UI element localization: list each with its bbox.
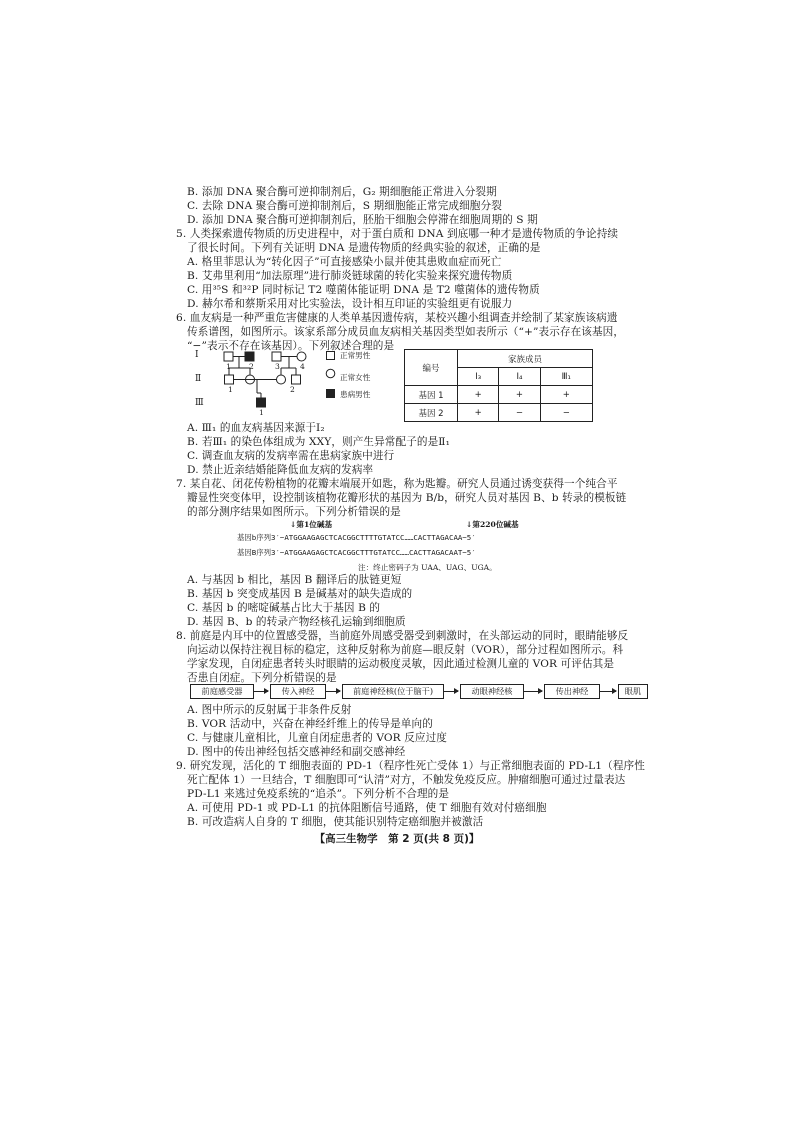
flow-arrow [326, 691, 340, 692]
gene-B-sequence: 基因B序列3′−ATGGAAGAGCTCACGGCTTTGTATCC……CACTTAGACAAT−5′ [237, 548, 476, 557]
flow-arrow [600, 691, 616, 692]
q6-stem-line3: “−”表示不存在该基因）。下列叙述合理的是 [187, 340, 395, 352]
q9-stem-line1: 9. 研究发现，活化的 T 细胞表面的 PD-1（程序性死亡受体 1）与正常细胞表面的 PD-L1（程序性 [176, 760, 645, 772]
q8-stem-line2: 向运动以保持注视目标的稳定，这种反射称为前庭—眼反射（VOR），部分过程如图所示。科 [187, 644, 624, 656]
q8-option-a: A. 图中所示的反射属于非条件反射 [187, 704, 352, 716]
q5-option-d: D. 赫尔希和蔡斯采用对比实验法，设计相互印证的实验组更有说服力 [187, 298, 513, 310]
table-row-label: 基因 1 [405, 386, 458, 404]
legend-normal-female: 正常女性 [340, 373, 371, 382]
ind-III1-affected-male [257, 398, 266, 407]
q8-stem-line4: 否患自闭症。下列分析错误的是 [187, 672, 337, 684]
q6-option-a: A. Ⅲ₁ 的血友病基因来源于Ⅰ₂ [187, 422, 325, 434]
ind-I4-normal-female [297, 352, 306, 361]
q8-option-d: D. 图中的传出神经包括交感神经和副交感神经 [187, 746, 406, 758]
q9-stem-line3: PD-L1 来逃过免疫系统的“追杀”。下列分析不合理的是 [187, 788, 450, 800]
ind-num-II1: 1 [228, 385, 233, 394]
q5-stem-line1: 5. 人类探索遗传物质的历史进程中，对于蛋白质和 DNA 到底哪一种才是遗传物质的争论持续 [176, 228, 619, 240]
marker-base-220: ↓第220位碱基 [466, 520, 519, 529]
q6-option-b: B. 若Ⅲ₁ 的染色体组成为 XXY，则产生异常配子的是Ⅱ₁ [187, 436, 450, 448]
flow-efferent-nerve: 传出神经 [544, 684, 600, 699]
q5-option-a: A. 格里菲思认为“转化因子”可直接感染小鼠并使其患败血症而死亡 [187, 256, 502, 268]
gene-b-sequence: 基因b序列3′−ATGGAAGAGCTCACGGCTTTTGTATCC……CACTTAGACAA−5′ [237, 533, 476, 542]
table-col-member: Ⅲ₁ [540, 368, 592, 386]
table-row [405, 404, 593, 422]
q9-option-b: B. 可改造病人自身的 T 细胞，使其能识别特定癌细胞并被激活 [187, 816, 484, 828]
table-header-group: 家族成员 [458, 350, 593, 368]
flow-arrow [444, 691, 458, 692]
marker-base-220-label: 第220位碱基 [472, 520, 519, 529]
ind-sibling-male [292, 375, 301, 384]
ind-num-I1: 1 [226, 362, 231, 371]
table-cell: + [540, 386, 592, 404]
table-cell: + [458, 404, 499, 422]
marker-base-1-label: 第1位碱基 [296, 520, 333, 529]
legend-normal-male-icon [327, 352, 335, 360]
legend-symbols [325, 350, 337, 400]
q9-stem-line2: 死亡配体 1）一旦结合，T 细胞即可“认清”对方，不触发免疫反应。肿瘤细胞可通过过量表达 [187, 774, 626, 786]
ind-num-I3: 3 [275, 362, 280, 371]
flow-eye-muscle: 眼肌 [618, 684, 648, 699]
legend-affected-male: 患病男性 [340, 390, 371, 399]
q8-stem-line3: 学家发现，自闭症患者转头时眼睛的运动极度灵敏，因此通过检测儿童的 VOR 可评估其是 [187, 658, 615, 670]
q6-option-d: D. 禁止近亲结婚能降低血友病的发病率 [187, 464, 374, 476]
gen-label-II: Ⅱ [195, 374, 202, 384]
ind-I1-normal-male [224, 352, 233, 361]
flow-afferent-nerve: 传入神经 [270, 684, 326, 699]
table-row [405, 386, 593, 404]
table-row-label: 基因 2 [405, 404, 458, 422]
legend-normal-female-icon [326, 369, 335, 378]
table-cell: + [458, 386, 499, 404]
q4-option-c: C. 去除 DNA 聚合酶可逆抑制剂后，S 期细胞能正常完成细胞分裂 [187, 200, 502, 212]
gene-type-table [404, 349, 593, 422]
legend-normal-male: 正常男性 [340, 351, 371, 360]
table-cell: + [499, 386, 540, 404]
table-col-member: Ⅰ₃ [458, 368, 499, 386]
legend-affected-male-icon [327, 390, 335, 398]
q6-option-c: C. 调查血友病的发病率需在患病家族中进行 [187, 450, 395, 462]
flow-oculomotor-nucleus: 动眼神经核 [460, 684, 524, 699]
ind-II2-normal-female [277, 375, 286, 384]
q4-option-b: B. 添加 DNA 聚合酶可逆抑制剂后，G₂ 期细胞能正常进入分裂期 [187, 186, 497, 198]
flow-arrow [524, 691, 542, 692]
q7-stem-line2: 瓣显性突变体甲，设控制该植物花瓣形状的基因为 B/b，研究人员对基因 B、b 转录的模板链 [187, 492, 627, 504]
ind-I3-normal-male [272, 352, 281, 361]
table-cell: − [499, 404, 540, 422]
q5-option-b: B. 艾弗里利用“加法原理”进行肺炎链球菌的转化实验来探究遗传物质 [187, 270, 513, 282]
q8-option-c: C. 与健康儿童相比，儿童自闭症患者的 VOR 反应过度 [187, 732, 447, 744]
q6-stem-line2: 传系谱图，如图所示。该家系部分成员血友病相关基因类型如表所示（“+”表示存在该基因， [187, 326, 625, 338]
flow-vestibular-receptor: 前庭感受器 [190, 684, 254, 699]
q7-stem-line1: 7. 某自花、闭花传粉植物的花瓣末端展开如匙，称为匙瓣。研究人员通过诱变获得一个纯合平 [176, 478, 618, 490]
q7-option-c: C. 基因 b 的嘧啶碱基占比大于基因 B 的 [187, 602, 381, 614]
ind-I2-affected-male [245, 352, 254, 361]
flow-vestibular-nucleus: 前庭神经核(位于脑干) [342, 684, 444, 699]
marker-base-1: ↓第1位碱基 [290, 520, 333, 529]
page-footer: 【高三生物学 第 2 页(共 8 页)】 [314, 833, 480, 845]
q6-stem-line1: 6. 血友病是一种严重危害健康的人类单基因遗传病，某校兴趣小组调查并绘制了某家族该病遗 [176, 312, 618, 324]
q9-option-a: A. 可使用 PD-1 或 PD-L1 的抗体阻断信号通路，使 T 细胞有效对付癌细胞 [187, 802, 547, 814]
q8-stem-line1: 8. 前庭是内耳中的位置感受器，当前庭外周感受器受到刺激时，在头部运动的同时，眼睛能够反 [176, 630, 629, 642]
table-header-id: 编号 [405, 350, 458, 386]
ind-num-I4: 4 [300, 362, 305, 371]
ind-num-II2: 2 [290, 385, 295, 394]
q5-stem-line2: 了很长时间。下列有关证明 DNA 是遗传物质的经典实验的叙述，正确的是 [187, 242, 541, 254]
ind-num-I2: 2 [249, 362, 254, 371]
q4-option-d: D. 添加 DNA 聚合酶可逆抑制剂后，胚胎干细胞会停滞在细胞周期的 S 期 [187, 214, 538, 226]
gen-label-III: Ⅲ [195, 398, 204, 408]
table-col-member: Ⅰ₄ [499, 368, 540, 386]
q7-stem-line3: 的部分测序结果如图所示。下列分析错误的是 [187, 506, 401, 518]
q8-option-b: B. VOR 活动中，兴奋在神经纤维上的传导是单向的 [187, 718, 433, 730]
q7-option-a: A. 与基因 b 相比，基因 B 翻译后的肽链更短 [187, 574, 402, 586]
flow-arrow [254, 691, 268, 692]
ind-II1-normal-male [225, 375, 234, 384]
table-cell: − [540, 404, 592, 422]
q5-option-c: C. 用³⁵S 和³²P 同时标记 T2 噬菌体能证明 DNA 是 T2 噬菌体的遗传物质 [187, 284, 540, 296]
q7-option-d: D. 基因 B、b 的转录产物经核孔运输到细胞质 [187, 616, 406, 628]
q7-option-b: B. 基因 b 突变成基因 B 是碱基对的缺失造成的 [187, 588, 413, 600]
gen-label-I: Ⅰ [195, 350, 199, 360]
stop-codon-note: 注：终止密码子为 UAA、UAG、UGA。 [358, 563, 497, 572]
ind-num-III1: 1 [259, 408, 264, 417]
